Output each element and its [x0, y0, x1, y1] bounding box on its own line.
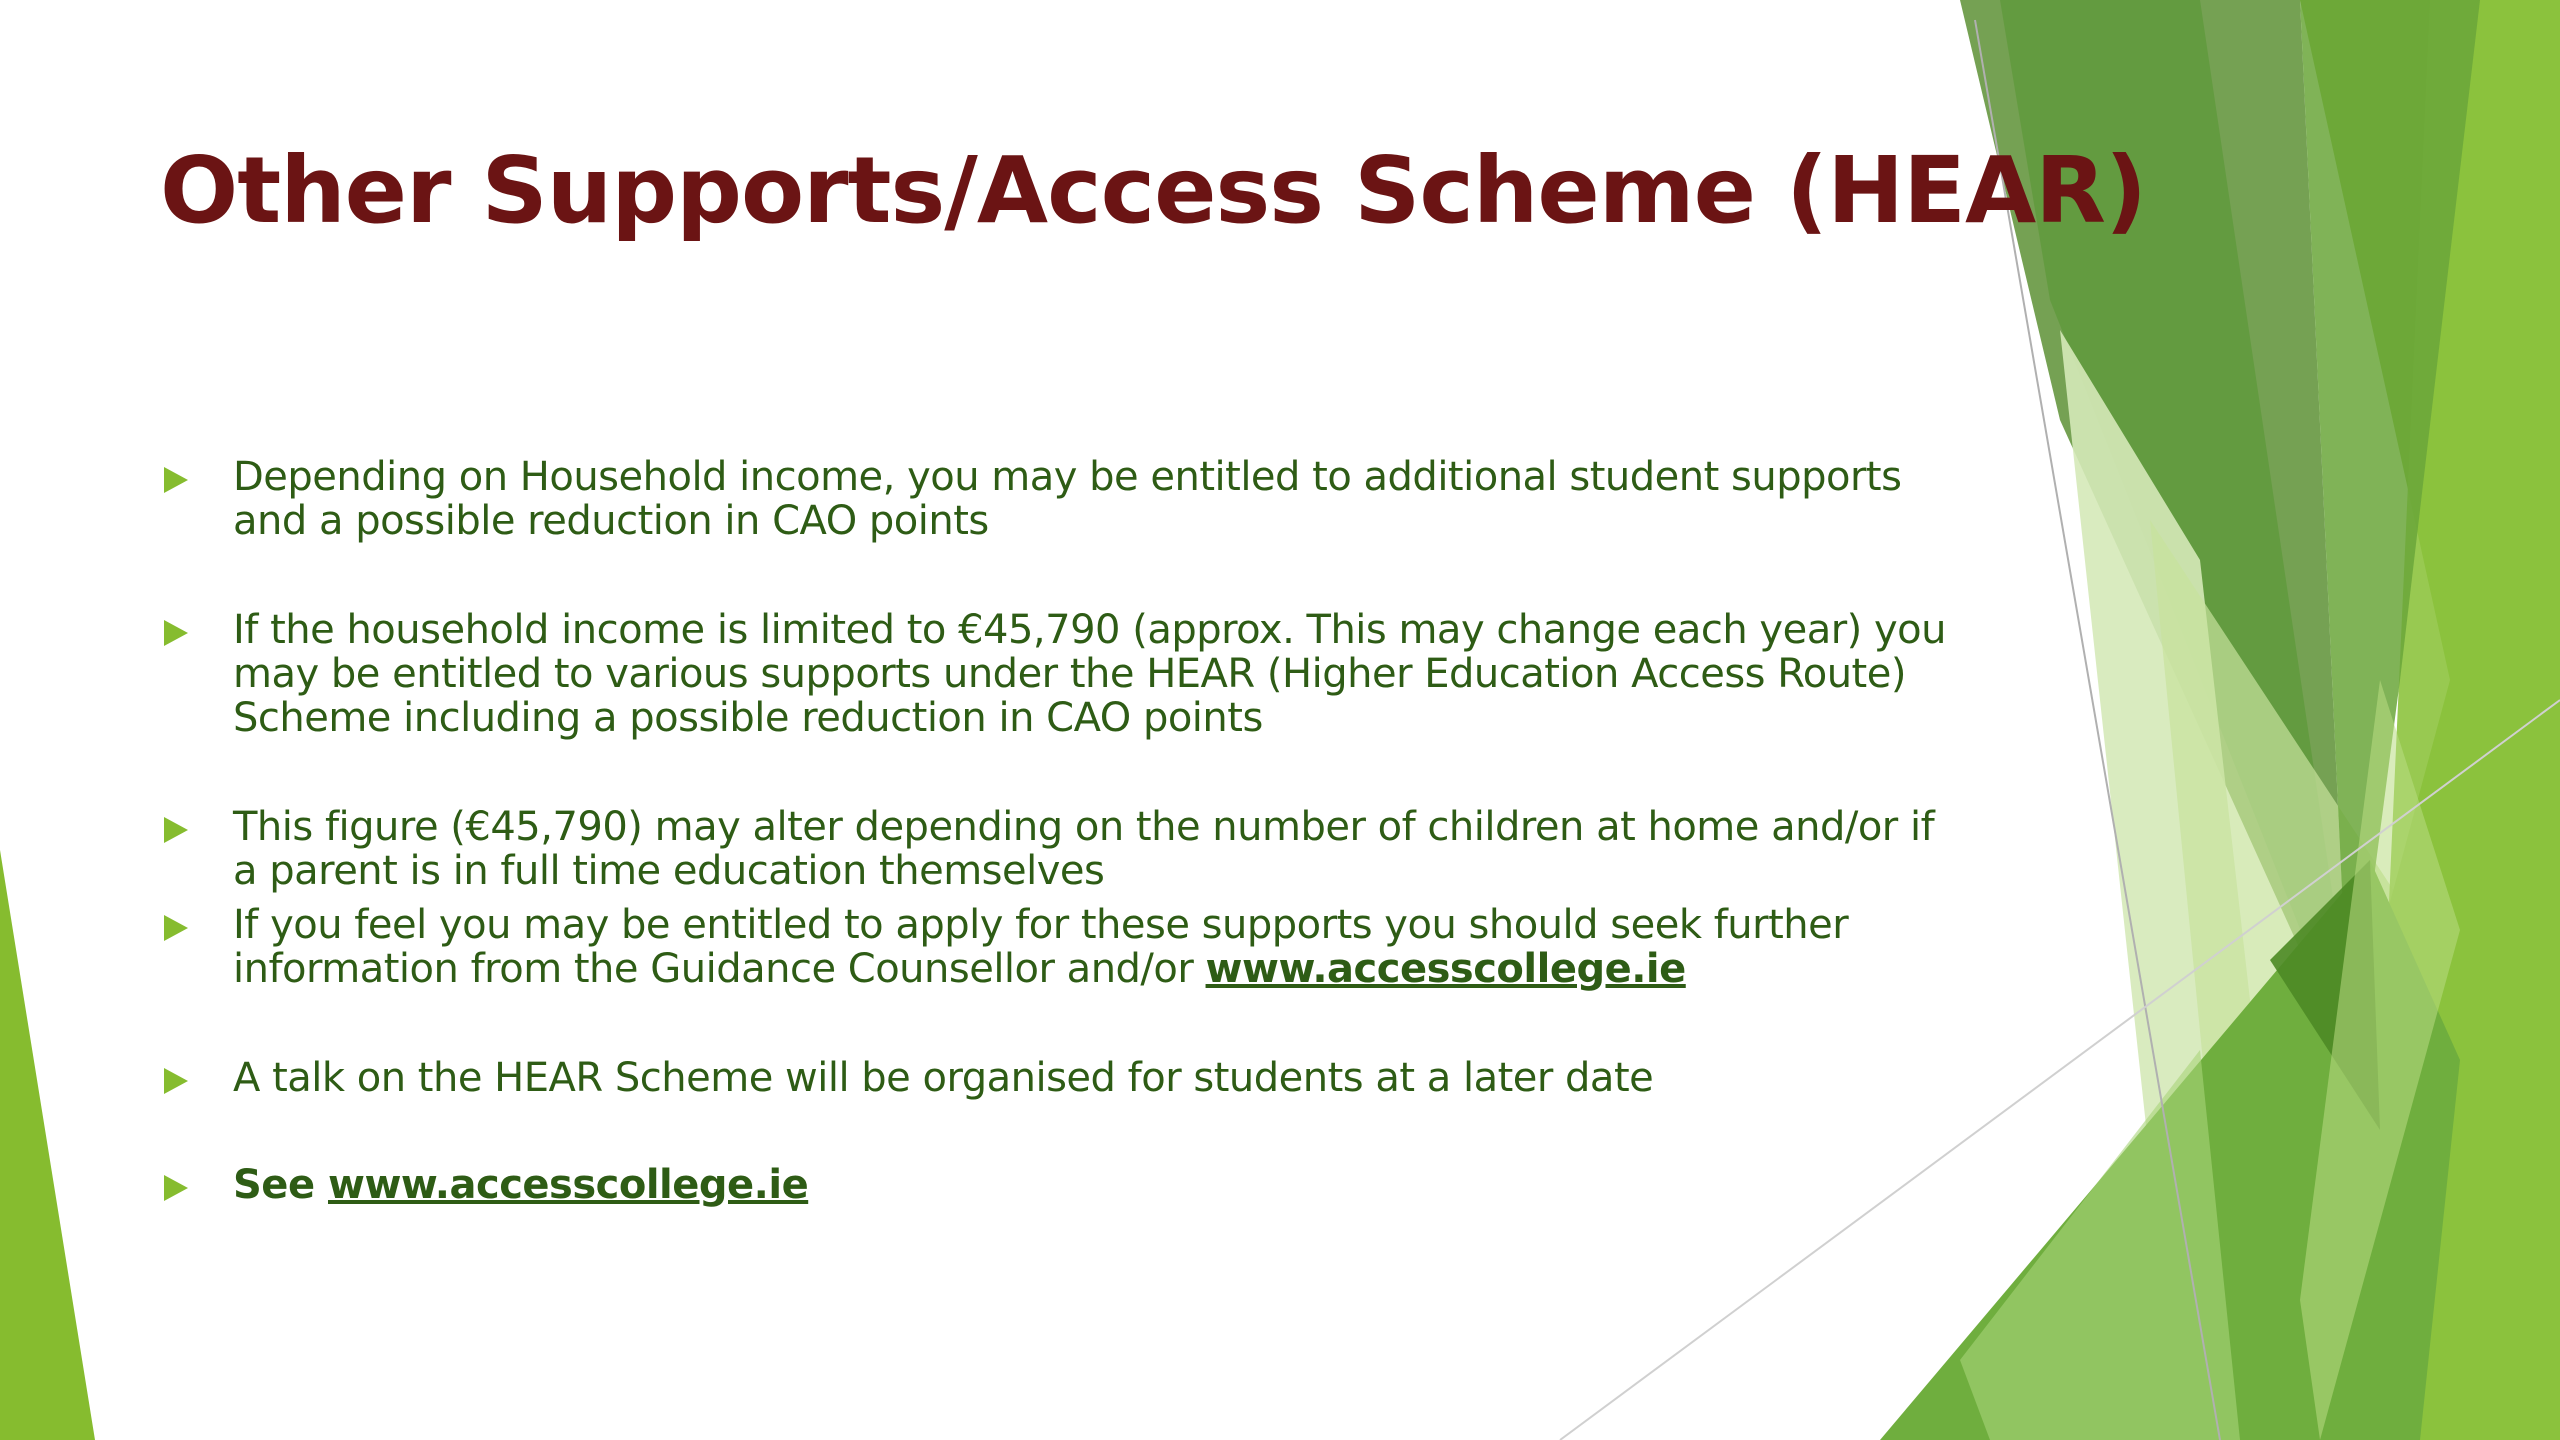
- triangle-right-icon: [164, 817, 188, 843]
- triangle-right-icon: [164, 915, 188, 941]
- bullet-text: If the household income is limited to €45,790 (approx. This may change each year) you may be entitled to various supports under the HEAR (Higher Education Access Route) Scheme including a possible reduction in CAO points: [233, 607, 1946, 741]
- bullet-item-income-limit: [160, 608, 1950, 740]
- triangle-right-icon: [164, 1175, 188, 1201]
- bullet-item-seek-information: [160, 903, 1950, 991]
- bullet-list: [160, 455, 1950, 1207]
- triangle-right-icon: [164, 1068, 188, 1094]
- triangle-right-icon: [164, 620, 188, 646]
- bullet-item-household-income: [160, 455, 1950, 543]
- bullet-text: This figure (€45,790) may alter depending on the number of children at home and/or if a parent is in full time education themselves: [233, 804, 1935, 894]
- bullet-item-figure-alter: [160, 805, 1950, 893]
- slide-title: Other Supports/Access Scheme (HEAR): [160, 137, 2147, 244]
- bullet-text: A talk on the HEAR Scheme will be organised for students at a later date: [233, 1055, 1654, 1101]
- triangle-right-icon: [164, 467, 188, 493]
- bullet-prefix: See: [233, 1162, 328, 1208]
- accesscollege-link[interactable]: www.accesscollege.ie: [1205, 946, 1686, 992]
- bullet-text: If you feel you may be entitled to apply for these supports you should seek further information from the Guidance Counsellor and/or: [233, 902, 1849, 992]
- accesscollege-link-2[interactable]: www.accesscollege.ie: [328, 1162, 809, 1208]
- bullet-item-see-link: [160, 1163, 1950, 1207]
- bullet-text: Depending on Household income, you may be entitled to additional student supports and a possible reduction in CAO points: [233, 454, 1902, 544]
- bullet-item-hear-talk: [160, 1056, 1950, 1100]
- deco-shape-left: [0, 850, 95, 1440]
- deco-shape-bottom-pale: [1960, 1050, 2240, 1440]
